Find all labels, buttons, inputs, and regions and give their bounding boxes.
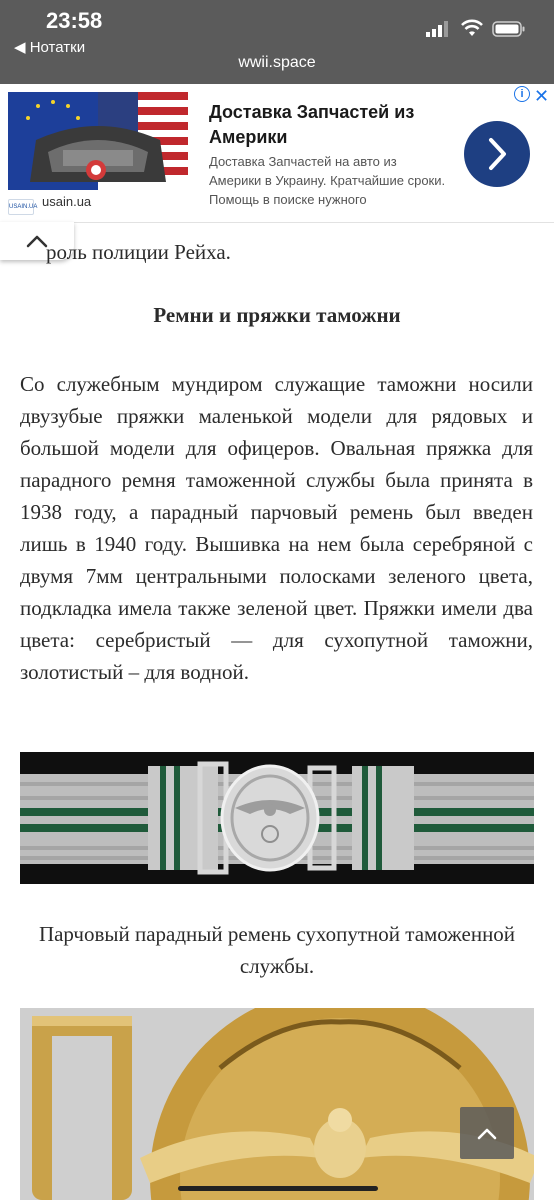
back-to-notes-link[interactable]: ◀ Нотатки: [14, 39, 86, 56]
chevron-right-icon: [464, 121, 530, 187]
ad-banner[interactable]: [0, 84, 554, 223]
silver-belt-image: [20, 752, 534, 884]
article-paragraph: Со служебным мундиром служащие таможни носили двузубые пряжки маленькой модели для рядовых и большой модели для офицеров. Овальная пряжка для парадного ремня таможенной службы была принята в 1938 году, а парадный парчовый ремень был введен лишь в 1940 году. Вышивка на нем была серебряной с двумя 7мм центральными полосками зеленого цвета, подкладка имела также зеленой цвет. Пряжки имели два цвета: серебристый — для сухопутной таможни, золотистый – для водной.: [20, 372, 533, 684]
image-caption: Парчовый парадный ремень сухопутной таможенной службы.: [38, 922, 516, 978]
url-field[interactable]: wwii.space: [238, 54, 316, 71]
ad-brand[interactable]: [8, 194, 91, 215]
usain-logo-icon: USAIN.UA: [8, 199, 34, 215]
ad-open-button[interactable]: [464, 121, 530, 187]
section-heading: Ремни и пряжки таможни: [153, 303, 401, 327]
clock: 23:58: [46, 8, 103, 33]
ad-brand-name: usain.ua: [42, 194, 92, 209]
gold-buckle-image: [20, 1008, 534, 1200]
scroll-to-top-button[interactable]: [460, 1107, 514, 1159]
home-indicator[interactable]: [178, 1186, 378, 1191]
article-partial-line: [20, 240, 533, 265]
ad-info-icon[interactable]: i: [514, 86, 530, 102]
chevron-up-icon: [460, 1107, 514, 1159]
ad-image[interactable]: [8, 92, 188, 190]
cellular-signal-icon: [426, 21, 452, 37]
partial-line-text: роль полиции Рейха.: [46, 240, 231, 264]
ad-title[interactable]: Доставка Запчастей из Америки: [209, 102, 415, 147]
battery-icon: [492, 21, 526, 37]
ad-description[interactable]: Доставка Запчастей на авто из Америки в Украину. Кратчайшие сроки. Помощь в поиске нужного: [209, 154, 446, 207]
status-bar: [0, 0, 554, 84]
ad-close-icon[interactable]: ✕: [534, 86, 550, 106]
wifi-icon: [460, 18, 484, 38]
